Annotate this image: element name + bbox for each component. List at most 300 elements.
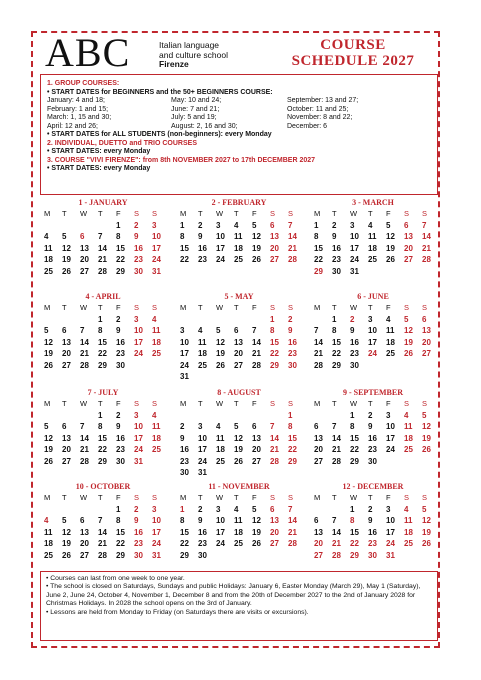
- day-cell: 12: [386, 232, 395, 241]
- day-cell: 10: [198, 433, 207, 443]
- day-cell: 10: [216, 232, 225, 241]
- day-cell: 17: [134, 337, 143, 347]
- day-cell: 22: [180, 539, 189, 548]
- empty-cell: [310, 314, 328, 326]
- weekday-header: W: [350, 399, 358, 408]
- weekday-header: W: [80, 493, 88, 502]
- day-cell: 27: [270, 255, 279, 264]
- day-cell: 23: [350, 349, 359, 358]
- day-cell: 28: [288, 255, 297, 264]
- empty-cell: [328, 410, 346, 422]
- day-cell: 26: [62, 266, 71, 276]
- day-cell: 29: [270, 360, 279, 370]
- day-cell: 1: [116, 504, 121, 514]
- day-cell: 11: [216, 433, 225, 443]
- day-cell: 11: [44, 243, 53, 253]
- empty-cell: [40, 314, 58, 326]
- day-cell: 27: [80, 550, 89, 560]
- day-cell: 4: [404, 410, 409, 420]
- month-block: [176, 292, 302, 383]
- day-cell: 11: [368, 232, 377, 241]
- day-cell: 23: [198, 539, 207, 548]
- weekday-header: S: [422, 303, 428, 312]
- day-cell: 25: [386, 349, 395, 358]
- individual-courses-heading: 2. INDIVIDUAL, DUETTO and TRIO COURSES: [47, 139, 197, 147]
- date-item: January: 4 and 18;: [47, 97, 105, 104]
- date-item: October: 11 and 25;: [287, 105, 349, 113]
- day-cell: 20: [62, 445, 71, 454]
- day-cell: 28: [332, 550, 341, 560]
- day-cell: 1: [288, 410, 293, 420]
- weekday-header: T: [98, 493, 103, 502]
- day-cell: 20: [404, 243, 413, 253]
- day-cell: 28: [332, 456, 341, 466]
- day-cell: 26: [404, 349, 413, 358]
- day-cell: 25: [152, 349, 161, 358]
- day-cell: 27: [270, 539, 279, 548]
- day-cell: 22: [116, 539, 125, 548]
- day-cell: 1: [98, 314, 103, 324]
- day-cell: 27: [234, 360, 243, 370]
- day-cell: 5: [216, 326, 221, 335]
- day-cell: 24: [198, 456, 207, 466]
- beginners-start-heading: • START DATES for BEGINNERS and the 50+ BEGINNERS COURSE:: [47, 88, 273, 96]
- day-cell: 2: [332, 220, 337, 230]
- month-name: 2 - FEBRUARY: [211, 198, 267, 207]
- day-cell: 6: [234, 326, 239, 335]
- title-line2: SCHEDULE 2027: [291, 52, 415, 69]
- day-cell: 19: [422, 527, 431, 537]
- weekday-header: S: [152, 493, 158, 502]
- month-days-grid: [310, 208, 436, 277]
- day-cell: 10: [180, 337, 189, 347]
- day-cell: 8: [350, 422, 355, 431]
- day-cell: 25: [404, 445, 413, 454]
- weekday-header: F: [252, 399, 257, 408]
- day-cell: 30: [180, 468, 189, 477]
- day-cell: 5: [252, 504, 257, 514]
- month-name: 7 - JULY: [87, 388, 119, 397]
- day-cell: 27: [404, 255, 413, 264]
- date-item: April: 12 and 26;: [47, 122, 98, 130]
- empty-cell: [212, 410, 230, 422]
- footer-note: • The school is closed on Saturdays, Sundays and public Holidays: January 6, Easter Monday (March 29), May 1 (Saturday), June 2, June 24, October 4, November 1, December 8 and from the 20th of December 2027 to the 2nd of January 2028 for Christmas Holidays. In 2028 the school opens on the 3rd of January.: [46, 583, 421, 608]
- day-cell: 9: [368, 516, 373, 525]
- day-cell: 7: [288, 220, 293, 230]
- day-cell: 9: [288, 326, 293, 335]
- month-block: [310, 292, 436, 371]
- month-name: 10 - OCTOBER: [75, 482, 131, 491]
- weekday-header: T: [332, 303, 337, 312]
- weekday-header: S: [152, 303, 158, 312]
- day-cell: 14: [98, 243, 107, 253]
- day-cell: 31: [180, 372, 189, 381]
- day-cell: 16: [198, 243, 207, 253]
- day-cell: 2: [288, 314, 293, 324]
- day-cell: 9: [198, 516, 203, 525]
- day-cell: 10: [134, 326, 143, 335]
- weekday-header: W: [216, 493, 224, 502]
- day-cell: 23: [116, 445, 125, 454]
- empty-cell: [40, 220, 58, 232]
- day-cell: 5: [422, 410, 427, 420]
- day-cell: 27: [80, 266, 89, 276]
- day-cell: 14: [80, 337, 89, 347]
- empty-cell: [212, 314, 230, 326]
- day-cell: 22: [332, 349, 341, 358]
- day-cell: 21: [98, 255, 107, 264]
- day-cell: 18: [198, 349, 207, 358]
- weekday-header: S: [270, 209, 276, 218]
- day-cell: 23: [116, 349, 125, 358]
- day-cell: 16: [116, 337, 125, 347]
- day-cell: 23: [288, 349, 297, 358]
- month-days-grid: [176, 492, 302, 561]
- empty-cell: [76, 410, 94, 422]
- day-cell: 28: [270, 456, 279, 466]
- day-cell: 8: [332, 326, 337, 335]
- day-cell: 5: [62, 516, 67, 525]
- day-cell: 4: [198, 326, 203, 335]
- weekday-header: M: [44, 303, 51, 312]
- month-days-grid: [40, 492, 166, 561]
- day-cell: 23: [134, 255, 143, 264]
- weekday-header: S: [404, 493, 410, 502]
- weekday-header: T: [234, 493, 239, 502]
- day-cell: 19: [252, 527, 261, 537]
- month-name: 9 - SEPTEMBER: [342, 388, 403, 397]
- day-cell: 21: [270, 445, 279, 454]
- day-cell: 31: [386, 550, 395, 560]
- weekday-header: S: [288, 209, 294, 218]
- day-cell: 19: [252, 243, 261, 253]
- day-cell: 29: [116, 550, 125, 560]
- day-cell: 11: [44, 527, 53, 537]
- month-block: [310, 198, 436, 277]
- day-cell: 26: [216, 360, 225, 370]
- weekday-header: T: [98, 399, 103, 408]
- weekday-header: T: [62, 303, 67, 312]
- day-cell: 18: [44, 539, 53, 548]
- day-cell: 15: [180, 527, 189, 537]
- day-cell: 19: [386, 243, 395, 253]
- empty-cell: [58, 410, 76, 422]
- day-cell: 5: [252, 220, 257, 230]
- day-cell: 13: [252, 433, 261, 443]
- weekday-header: S: [288, 493, 294, 502]
- day-cell: 3: [368, 314, 373, 324]
- day-cell: 29: [350, 456, 359, 466]
- day-cell: 24: [134, 349, 143, 358]
- day-cell: 3: [134, 314, 139, 324]
- weekday-header: F: [116, 493, 121, 502]
- day-cell: 7: [314, 326, 319, 335]
- day-cell: 23: [368, 539, 377, 548]
- day-cell: 14: [98, 527, 107, 537]
- day-cell: 5: [386, 220, 391, 230]
- day-cell: 27: [314, 456, 323, 466]
- day-cell: 29: [98, 360, 107, 370]
- weekday-header: T: [332, 209, 337, 218]
- day-cell: 30: [368, 456, 377, 466]
- weekday-header: M: [314, 399, 321, 408]
- day-cell: 3: [216, 220, 221, 230]
- day-cell: 18: [386, 337, 395, 347]
- weekday-header: T: [198, 209, 203, 218]
- month-days-grid: [310, 302, 436, 371]
- empty-cell: [76, 314, 94, 326]
- day-cell: 10: [216, 516, 225, 525]
- day-cell: 30: [116, 456, 125, 466]
- day-cell: 24: [368, 349, 377, 358]
- day-cell: 13: [80, 527, 89, 537]
- day-cell: 19: [62, 255, 71, 264]
- day-cell: 31: [350, 266, 359, 276]
- day-cell: 2: [350, 314, 355, 324]
- day-cell: 11: [198, 337, 207, 347]
- weekday-header: S: [134, 303, 140, 312]
- weekday-header: F: [252, 209, 257, 218]
- day-cell: 7: [80, 326, 85, 335]
- day-cell: 24: [180, 360, 189, 370]
- day-cell: 13: [422, 326, 431, 335]
- day-cell: 10: [386, 422, 395, 431]
- weekday-header: T: [98, 209, 103, 218]
- day-cell: 4: [152, 314, 157, 324]
- day-cell: 22: [270, 349, 279, 358]
- day-cell: 15: [98, 337, 107, 347]
- day-cell: 11: [404, 516, 413, 525]
- group-courses-heading: 1. GROUP COURSES:: [47, 80, 120, 87]
- day-cell: 6: [80, 516, 85, 525]
- day-cell: 17: [134, 433, 143, 443]
- day-cell: 4: [368, 220, 373, 230]
- day-cell: 15: [116, 243, 125, 253]
- day-cell: 25: [198, 360, 207, 370]
- beginners-dates-grid: [47, 97, 431, 131]
- weekday-header: F: [252, 493, 257, 502]
- day-cell: 28: [80, 360, 89, 370]
- day-cell: 17: [216, 243, 225, 253]
- day-cell: 4: [234, 504, 239, 514]
- day-cell: 25: [216, 456, 225, 466]
- day-cell: 17: [152, 243, 161, 253]
- day-cell: 25: [234, 539, 243, 548]
- day-cell: 8: [98, 422, 103, 431]
- weekday-header: S: [270, 399, 276, 408]
- day-cell: 3: [134, 410, 139, 420]
- day-cell: 31: [198, 468, 207, 477]
- empty-cell: [176, 410, 194, 422]
- weekday-header: S: [152, 209, 158, 218]
- month-block: [40, 292, 166, 371]
- day-cell: 3: [180, 326, 185, 335]
- day-cell: 13: [234, 337, 243, 347]
- weekday-header: W: [216, 209, 224, 218]
- day-cell: 8: [116, 232, 121, 241]
- day-cell: 2: [368, 410, 373, 420]
- day-cell: 5: [62, 232, 67, 241]
- day-cell: 12: [422, 516, 431, 525]
- day-cell: 16: [368, 433, 377, 443]
- day-cell: 4: [386, 314, 391, 324]
- weekday-header: S: [288, 303, 294, 312]
- day-cell: 27: [62, 360, 71, 370]
- weekday-header: M: [314, 493, 321, 502]
- day-cell: 29: [314, 266, 323, 276]
- day-cell: 20: [234, 349, 243, 358]
- day-cell: 16: [332, 243, 341, 253]
- day-cell: 8: [270, 326, 275, 335]
- day-cell: 19: [404, 337, 413, 347]
- weekday-header: M: [44, 399, 51, 408]
- month-name: 6 - JUNE: [357, 292, 389, 301]
- month-days-grid: [310, 398, 436, 467]
- day-cell: 11: [404, 422, 413, 431]
- day-cell: 5: [234, 422, 239, 431]
- day-cell: 9: [134, 516, 139, 525]
- day-cell: 12: [252, 516, 261, 525]
- day-cell: 19: [44, 349, 53, 358]
- date-item: May: 10 and 24;: [171, 97, 222, 104]
- weekday-header: T: [198, 493, 203, 502]
- month-name: 12 - DECEMBER: [342, 482, 404, 491]
- day-cell: 19: [422, 433, 431, 443]
- day-cell: 24: [216, 255, 225, 264]
- month-block: [40, 198, 166, 277]
- day-cell: 18: [368, 243, 377, 253]
- date-item: December: 6: [287, 122, 328, 130]
- day-cell: 12: [234, 433, 243, 443]
- month-days-grid: [40, 302, 166, 371]
- day-cell: 13: [314, 527, 323, 537]
- day-cell: 1: [270, 314, 275, 324]
- day-cell: 20: [314, 445, 323, 454]
- day-cell: 2: [198, 504, 203, 514]
- day-cell: 23: [198, 255, 207, 264]
- school-city: Firenze: [159, 59, 189, 69]
- month-block: [176, 388, 302, 479]
- weekday-header: M: [180, 209, 187, 218]
- day-cell: 27: [252, 456, 261, 466]
- empty-cell: [310, 410, 328, 422]
- day-cell: 14: [80, 433, 89, 443]
- day-cell: 13: [62, 433, 71, 443]
- day-cell: 13: [314, 433, 323, 443]
- day-cell: 19: [216, 349, 225, 358]
- day-cell: 4: [404, 504, 409, 514]
- weekday-header: M: [314, 209, 321, 218]
- footer-note: • Courses can last from one week to one year.: [46, 575, 185, 582]
- month-days-grid: [176, 208, 302, 266]
- day-cell: 9: [180, 433, 185, 443]
- month-block: [310, 388, 436, 467]
- day-cell: 2: [368, 504, 373, 514]
- day-cell: 15: [288, 433, 297, 443]
- day-cell: 17: [386, 433, 395, 443]
- day-cell: 29: [116, 266, 125, 276]
- day-cell: 29: [180, 550, 189, 560]
- day-cell: 26: [234, 456, 243, 466]
- day-cell: 6: [422, 314, 427, 324]
- day-cell: 18: [44, 255, 53, 264]
- day-cell: 11: [152, 326, 161, 335]
- month-days-grid: [40, 398, 166, 467]
- day-cell: 7: [288, 504, 293, 514]
- day-cell: 15: [98, 433, 107, 443]
- day-cell: 26: [422, 445, 431, 454]
- day-cell: 29: [98, 456, 107, 466]
- day-cell: 18: [404, 433, 413, 443]
- day-cell: 14: [288, 516, 297, 525]
- day-cell: 25: [234, 255, 243, 264]
- empty-cell: [248, 314, 266, 326]
- day-cell: 10: [152, 232, 161, 241]
- day-cell: 28: [288, 539, 297, 548]
- day-cell: 30: [198, 550, 207, 560]
- day-cell: 6: [270, 220, 275, 230]
- day-cell: 4: [152, 410, 157, 420]
- weekday-header: T: [98, 303, 103, 312]
- day-cell: 8: [288, 422, 293, 431]
- day-cell: 27: [422, 349, 431, 358]
- day-cell: 3: [198, 422, 203, 431]
- day-cell: 7: [270, 422, 275, 431]
- day-cell: 12: [404, 326, 413, 335]
- empty-cell: [194, 410, 212, 422]
- weekday-header: S: [134, 399, 140, 408]
- weekday-header: S: [270, 493, 276, 502]
- empty-cell: [230, 410, 248, 422]
- weekday-header: F: [116, 399, 121, 408]
- day-cell: 4: [216, 422, 221, 431]
- day-cell: 20: [80, 539, 89, 548]
- day-cell: 7: [332, 422, 337, 431]
- month-block: [40, 482, 166, 561]
- day-cell: 17: [152, 527, 161, 537]
- day-cell: 13: [80, 243, 89, 253]
- day-cell: 3: [216, 504, 221, 514]
- day-cell: 12: [422, 422, 431, 431]
- day-cell: 22: [98, 445, 107, 454]
- weekday-header: S: [134, 209, 140, 218]
- day-cell: 30: [116, 360, 125, 370]
- day-cell: 26: [252, 539, 261, 548]
- day-cell: 29: [350, 550, 359, 560]
- day-cell: 5: [44, 422, 49, 431]
- date-item: September: 13 and 27;: [287, 97, 359, 104]
- day-cell: 15: [314, 243, 323, 253]
- weekday-header: S: [422, 493, 428, 502]
- day-cell: 6: [404, 220, 409, 230]
- day-cell: 21: [422, 243, 431, 253]
- day-cell: 13: [404, 232, 413, 241]
- weekday-header: T: [198, 303, 203, 312]
- day-cell: 23: [134, 539, 143, 548]
- month-name: 1 - JANUARY: [78, 198, 128, 207]
- day-cell: 15: [332, 337, 341, 347]
- day-cell: 10: [134, 422, 143, 431]
- day-cell: 8: [98, 326, 103, 335]
- day-cell: 22: [180, 255, 189, 264]
- weekday-header: T: [332, 399, 337, 408]
- day-cell: 18: [216, 445, 225, 454]
- weekday-header: F: [116, 209, 121, 218]
- day-cell: 20: [314, 539, 323, 548]
- day-cell: 15: [180, 243, 189, 253]
- day-cell: 26: [252, 255, 261, 264]
- day-cell: 19: [234, 445, 243, 454]
